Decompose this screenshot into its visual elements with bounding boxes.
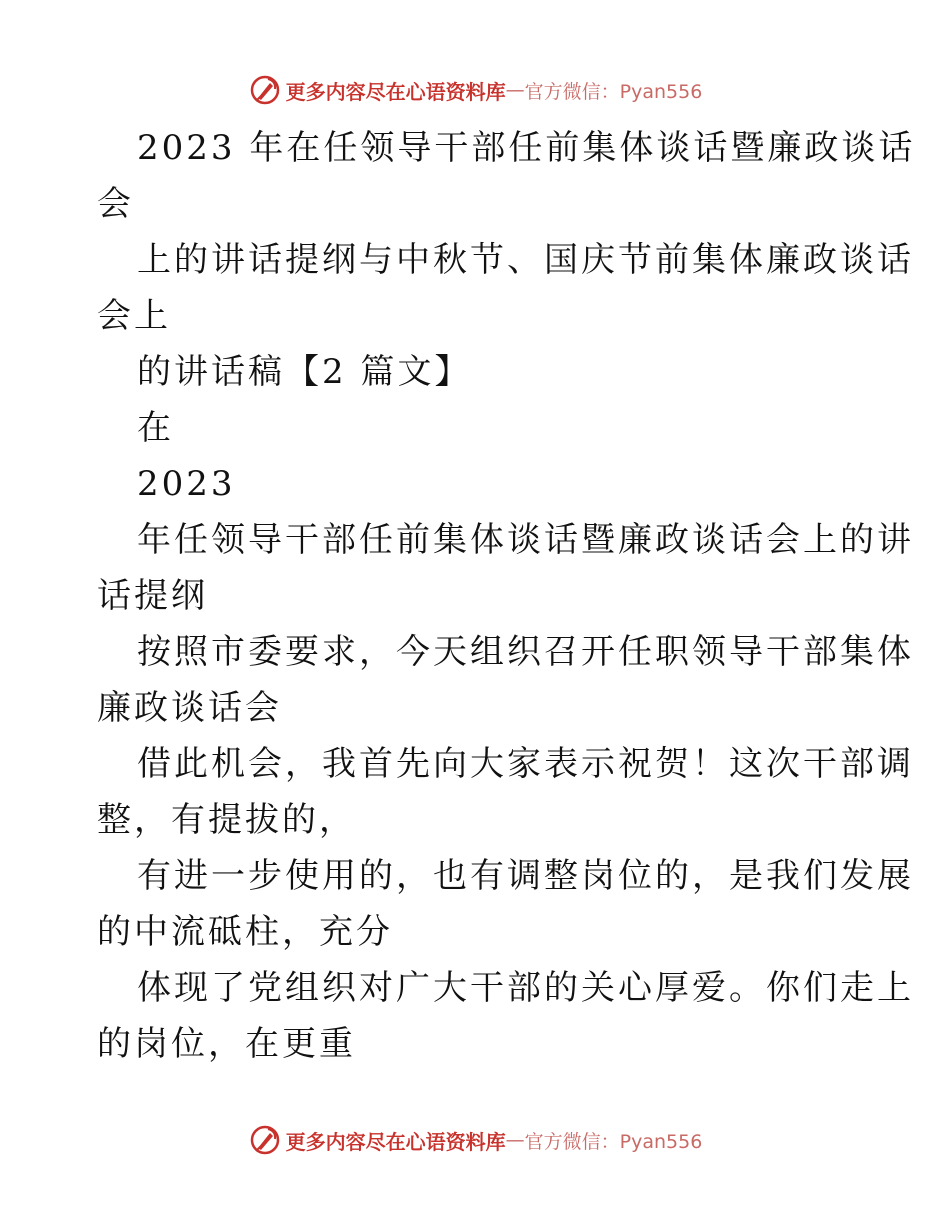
text-line: 会上 bbox=[97, 296, 171, 336]
text-line: 的讲话稿【2 篇文】 bbox=[137, 352, 472, 392]
text-line: 在 bbox=[137, 408, 174, 448]
banner-wechat: 官方微信：Pyan556 bbox=[524, 1130, 703, 1153]
banner-title: 更多内容尽在心语资料库 bbox=[285, 79, 506, 104]
header-banner bbox=[0, 70, 950, 110]
banner-title: 更多内容尽在心语资料库 bbox=[285, 1129, 506, 1154]
text-line: 体现了党组织对广大干部的关心厚爱。你们走上 bbox=[137, 968, 914, 1008]
banner-dash: — bbox=[505, 79, 525, 101]
text-line: 2023 年在任领导干部任前集体谈话暨廉政谈话 bbox=[137, 128, 916, 168]
text-line: 整，有提拔的， bbox=[97, 800, 356, 840]
text-line: 年任领导干部任前集体谈话暨廉政谈话会上的讲 bbox=[137, 520, 914, 560]
text-line: 廉政谈话会 bbox=[97, 688, 282, 728]
text-line: 会 bbox=[97, 184, 134, 224]
banner-wechat: 官方微信：Pyan556 bbox=[524, 80, 703, 103]
document-body bbox=[97, 120, 916, 1072]
banner-dash: — bbox=[505, 1129, 525, 1151]
text-line: 2023 bbox=[137, 464, 236, 504]
footer-banner bbox=[0, 1120, 950, 1160]
text-line: 有进一步使用的，也有调整岗位的，是我们发展 bbox=[137, 856, 914, 896]
text-line: 的岗位，在更重 bbox=[97, 1024, 356, 1064]
text-line: 按照市委要求，今天组织召开任职领导干部集体 bbox=[137, 632, 914, 672]
text-line: 的中流砥柱，充分 bbox=[97, 912, 393, 952]
pen-flame-logo-icon bbox=[248, 73, 282, 107]
pen-flame-logo-icon bbox=[248, 1123, 282, 1157]
text-line: 借此机会，我首先向大家表示祝贺！这次干部调 bbox=[137, 744, 914, 784]
text-line: 话提纲 bbox=[97, 576, 208, 616]
text-line: 上的讲话提纲与中秋节、国庆节前集体廉政谈话 bbox=[137, 240, 914, 280]
